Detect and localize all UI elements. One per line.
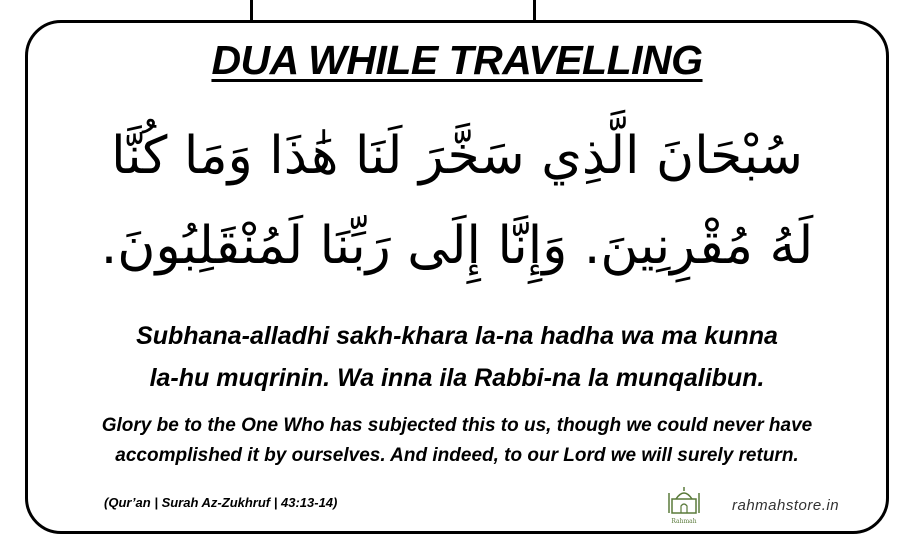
arabic-text bbox=[56, 111, 858, 291]
transliteration bbox=[28, 315, 886, 399]
dua-card bbox=[25, 20, 889, 534]
top-edge-marks bbox=[0, 0, 917, 22]
translation bbox=[28, 411, 886, 471]
brand-logo-text: Rahmah bbox=[671, 518, 697, 525]
transliteration-line-1: Subhana-alladhi sakh-khara la-na hadha wa ma kunna bbox=[136, 322, 778, 350]
arabic-line-2: لَهُ مُقْرِنِينَ. وَإِنَّا إِلَى رَبِّنَا لَمُنْقَلِبُونَ. bbox=[100, 216, 814, 276]
arabic-line-1: سُبْحَانَ الَّذِي سَخَّرَ لَنَا هَٰذَا وَمَا كُنَّا bbox=[111, 126, 803, 186]
card-title: DUA WHILE TRAVELLING bbox=[211, 37, 703, 83]
translation-line-2: accomplished it by ourselves. And indeed, to our Lord we will surely return. bbox=[115, 445, 799, 466]
translation-line-1: Glory be to the One Who has subjected this to us, though we could never have bbox=[101, 415, 813, 436]
top-mark bbox=[533, 0, 536, 20]
mosque-icon bbox=[664, 485, 704, 525]
transliteration-line-2: la-hu muqrinin. Wa inna ila Rabbi-na la munqalibun. bbox=[149, 364, 765, 392]
quran-reference: (Qur’an | Surah Az-Zukhruf | 43:13-14) bbox=[104, 495, 338, 510]
brand bbox=[664, 485, 839, 525]
top-mark bbox=[250, 0, 253, 20]
brand-name: rahmahstore.in bbox=[732, 496, 840, 514]
